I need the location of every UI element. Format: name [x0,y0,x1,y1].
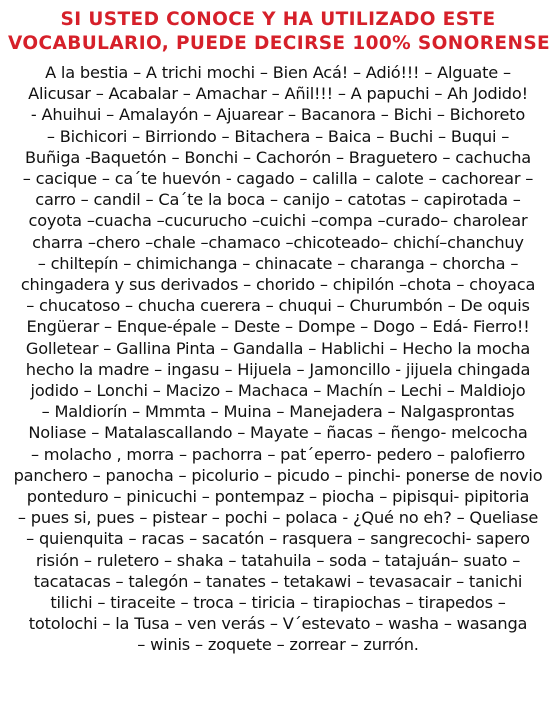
vocabulary-line: Alicusar – Acabalar – Amachar – Añil!!! – A papuchi – Ah Jodido! [28,84,528,104]
vocabulary-line: – molacho , morra – pachorra – pat´eperro- pedero – palofierro [30,444,526,464]
vocabulary-line: risión – ruletero – shaka – tatahuila – soda – tatajuán– suato – [35,550,521,570]
vocabulary-line: – chucatoso – chucha cuerera – chuqui – Churumbón – De oquis [26,296,530,316]
vocabulary-line: Golletear – Gallina Pinta – Gandalla – Hablichi – Hecho la mocha [25,338,531,358]
vocabulary-line: jodido – Lonchi – Macizo – Machaca – Machín – Lechi – Maldiojo [30,381,526,401]
vocabulary-line: panchero – panocha – picolurio – picudo – pinchi- ponerse de novio [13,465,543,485]
vocabulary-line: totolochi – la Tusa – ven verás – V´estevato – washa – wasanga [28,614,528,634]
vocabulary-line: - Ahuihui – Amalayón – Ajuarear – Bacanora – Bichi – Bichoreto [30,105,526,125]
vocabulary-line: – Bichicori – Birriondo – Bitachera – Baica – Buchi – Buqui – [46,126,510,146]
vocabulary-line: – winis – zoquete – zorrear – zurrón. [137,635,419,655]
vocabulary-line: Engüerar – Enque-épale – Deste – Dompe – Dogo – Edá- Fierro!! [26,317,530,337]
vocabulary-line: hecho la madre – ingasu – Hijuela – Jamoncillo - jijuela chingada [25,359,531,379]
vocabulary-line: tacatacas – talegón – tanates – tetakawi – tevasacair – tanichi [33,571,523,591]
vocabulary-line: – pues si, pues – pistear – pochi – polaca - ¿Qué no eh? – Queliase [17,508,539,528]
vocabulary-line: Noliase – Matalascallando – Mayate – ñacas – ñengo- melcocha [28,423,528,443]
vocabulary-line: ponteduro – pinicuchi – pontempaz – piocha – pipisqui- pipitoria [26,487,530,507]
vocabulary-line: – Maldiorín – Mmmta – Muina – Manejadera – Nalgasprontas [41,402,515,422]
vocabulary-line: chingadera y sus derivados – chorido – chipilón –chota – choyaca [20,275,536,295]
title-line-2: VOCABULARIO, PUEDE DECIRSE 100% SONORENSE [8,33,551,54]
vocabulary-line: – quienquita – racas – sacatón – rasquera – sangrecochi- sapero [26,529,530,549]
vocabulary-line: coyota –cuacha –cucurucho –cuichi –compa –curado– charolear [28,211,528,231]
vocabulary-list [8,62,548,656]
vocabulary-line: – chiltepín – chimichanga – chinacate – charanga – chorcha – [37,253,519,273]
vocabulary-line: charra –chero –chale –chamaco –chicoteado– chichí–chanchuy [32,232,524,252]
vocabulary-line: – cacique – ca´te huevón - cagado – calilla – calote – cachorear – [22,169,534,189]
vocabulary-line: A la bestia – A trichi mochi – Bien Acá! – Adió!!! – Alguate – [45,63,511,82]
vocabulary-line: tilichi – tiraceite – troca – tiricia – tirapiochas – tirapedos – [50,593,506,613]
vocabulary-line: carro – candil – Ca´te la boca – canijo – catotas – capirotada – [35,190,521,210]
vocabulary-line: Buñiga -Baquetón – Bonchi – Cachorón – Braguetero – cachucha [25,147,531,167]
title-line-1: SI USTED CONOCE Y HA UTILIZADO ESTE [60,9,496,30]
